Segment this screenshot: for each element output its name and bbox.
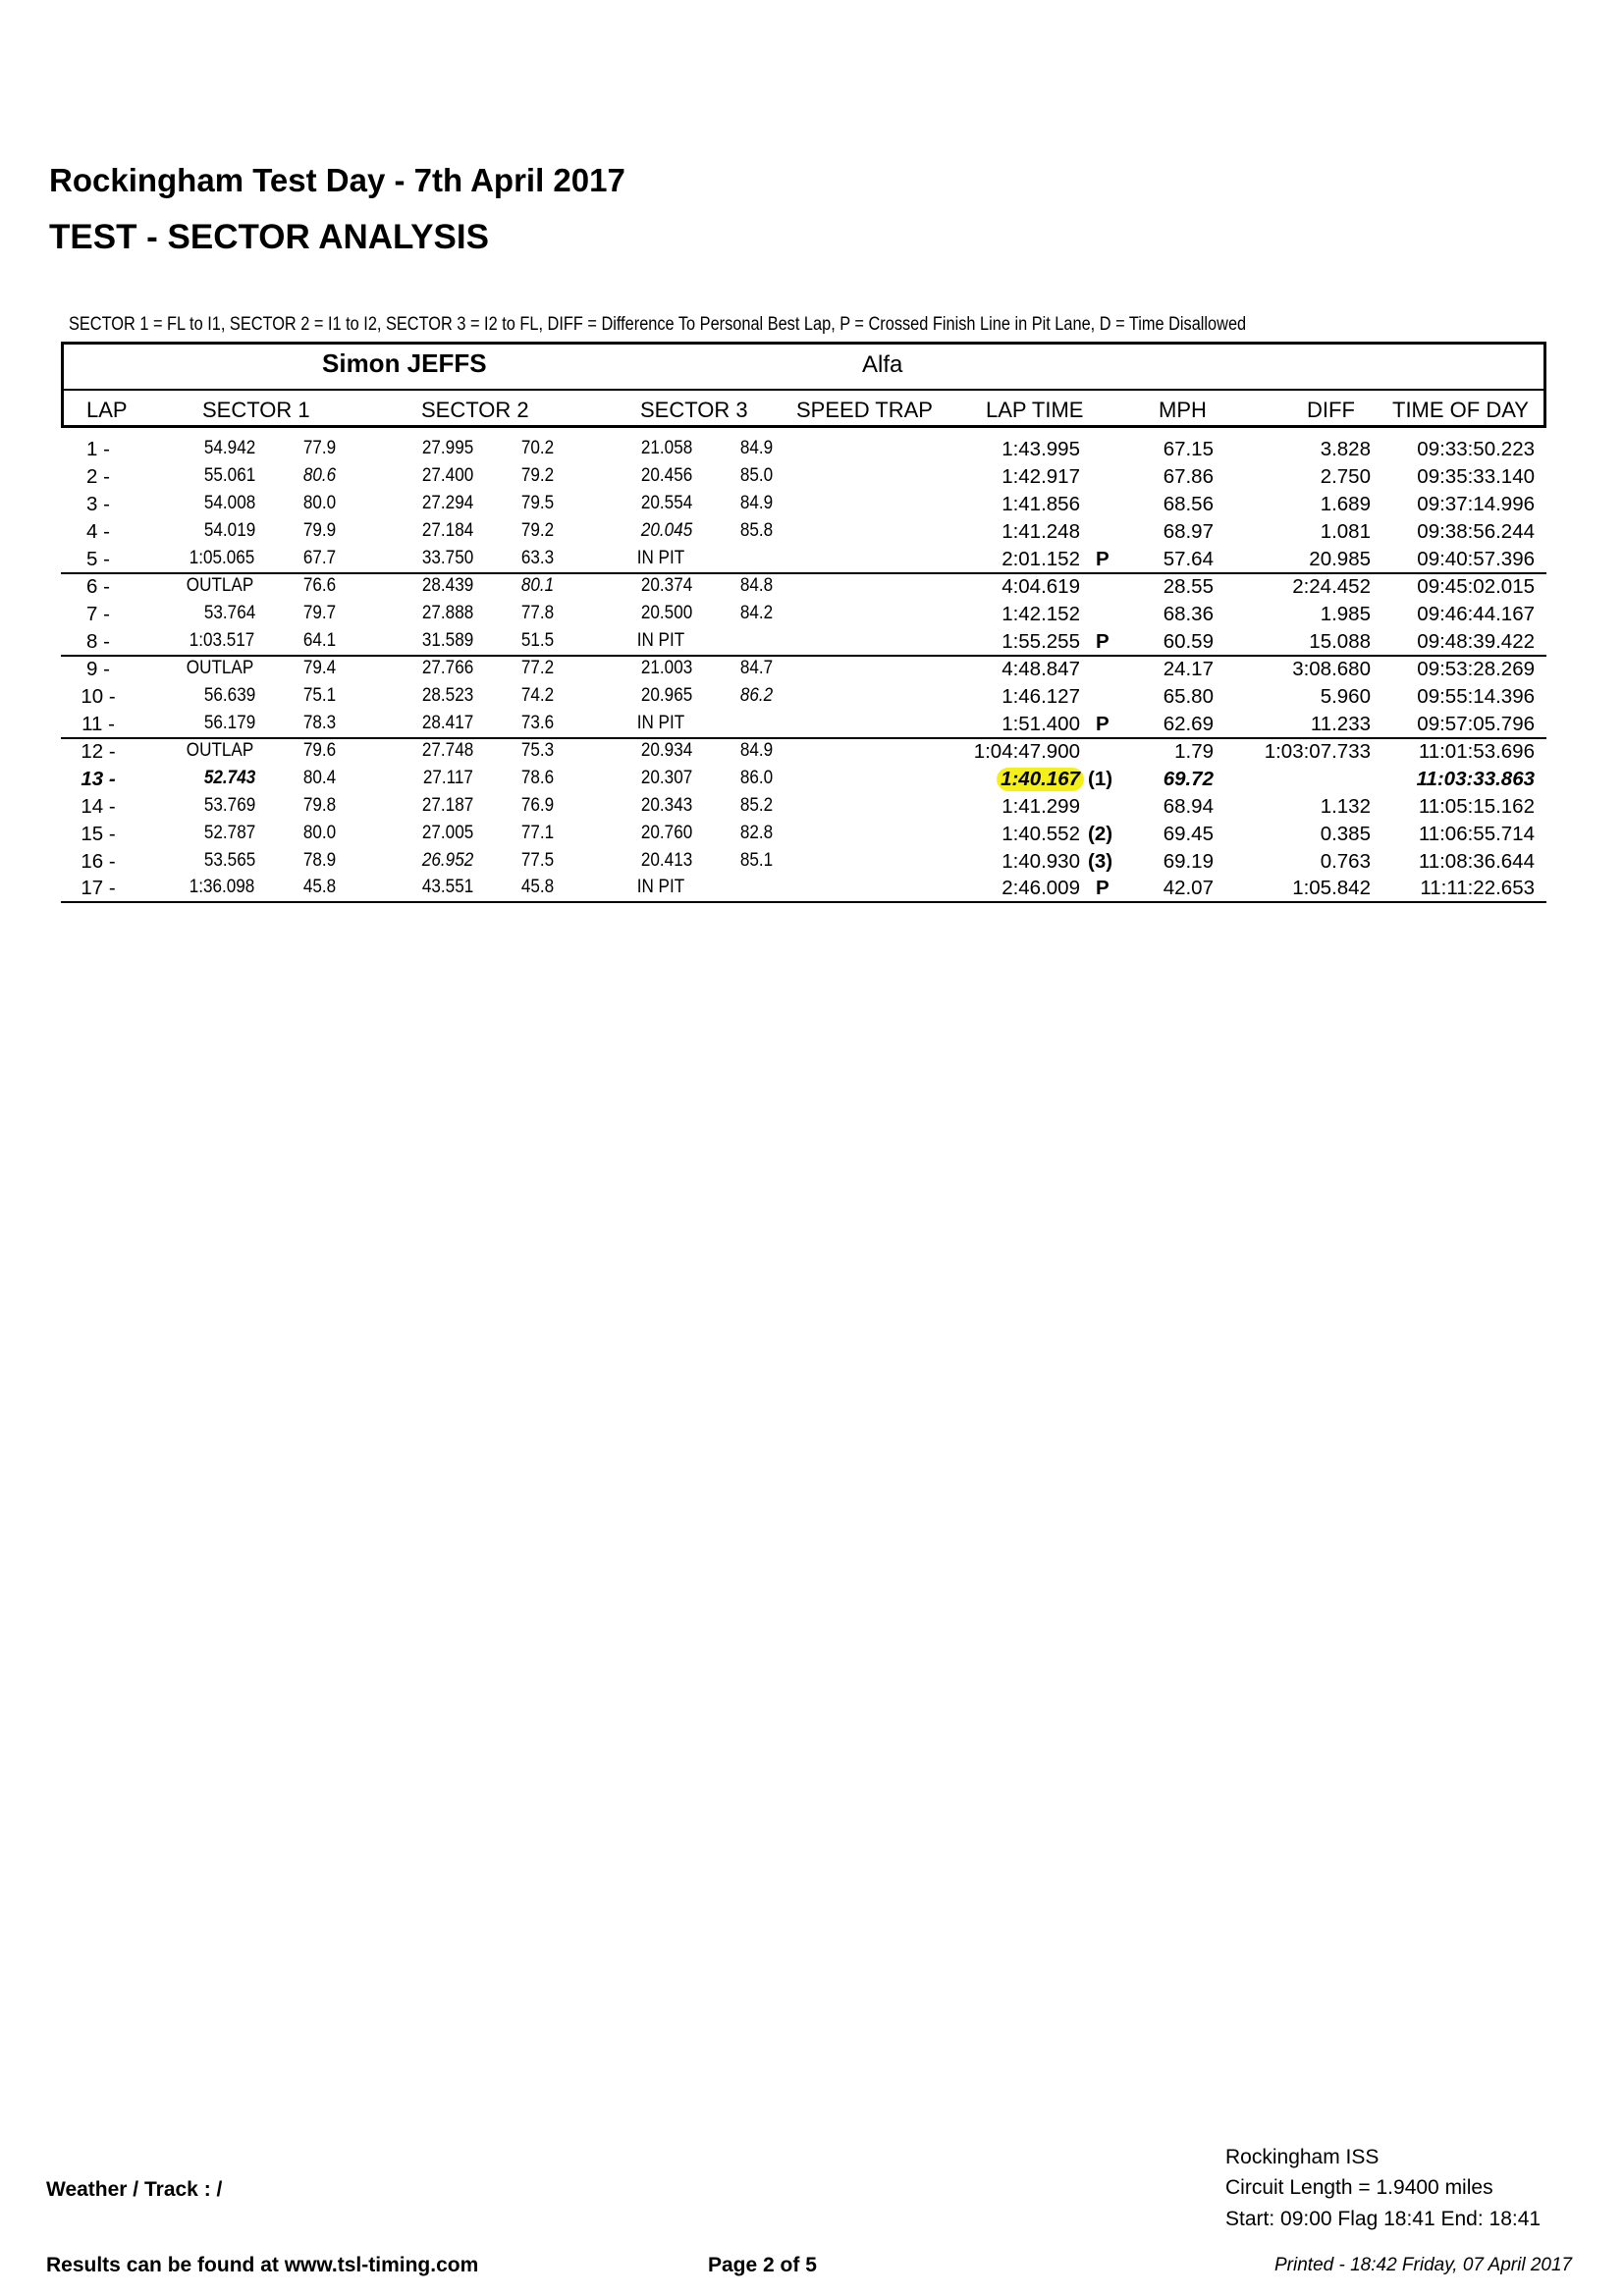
sector3-speed: 85.1 xyxy=(739,850,774,871)
time-of-day: 09:46:44.167 xyxy=(1417,603,1535,625)
sector3-speed: 86.2 xyxy=(739,685,774,706)
lap-diff: 1.689 xyxy=(1320,493,1371,515)
page-number: Page 2 of 5 xyxy=(708,2254,817,2276)
sector3-time: 20.307 xyxy=(640,768,693,788)
table-row xyxy=(0,465,1624,493)
sector1-speed: 77.9 xyxy=(302,438,337,458)
lap-mph: 24.17 xyxy=(1163,658,1214,680)
table-row xyxy=(0,740,1624,768)
sector3-time: 20.374 xyxy=(640,575,693,596)
lap-time: 2:01.152 xyxy=(1001,548,1080,570)
sector1-time: 53.565 xyxy=(203,850,256,871)
sector3-time: 20.413 xyxy=(640,850,693,871)
sector2-speed: 45.8 xyxy=(520,877,555,897)
lap-number: 12 - xyxy=(81,740,116,763)
lap-flag: P xyxy=(1096,630,1110,653)
sector2-speed: 77.1 xyxy=(520,823,555,843)
sector2-speed: 79.2 xyxy=(520,520,555,541)
car-name: Alfa xyxy=(862,351,903,378)
sector2-speed: 77.5 xyxy=(520,850,555,871)
driver-name: Simon JEFFS xyxy=(322,348,487,378)
sector1-time: OUTLAP xyxy=(186,575,254,596)
sector3-time: IN PIT xyxy=(636,877,685,897)
time-of-day: 11:08:36.644 xyxy=(1418,850,1535,873)
table-row xyxy=(0,658,1624,685)
col-header-diff: DIFF xyxy=(1307,398,1355,422)
lap-diff: 1:03:07.733 xyxy=(1264,740,1371,763)
sector2-time: 27.766 xyxy=(421,658,474,678)
sector1-speed: 78.3 xyxy=(302,713,337,733)
table-row xyxy=(0,548,1624,575)
lap-time: 1:51.400 xyxy=(1001,713,1080,735)
time-of-day: 11:01:53.696 xyxy=(1418,740,1535,763)
sector3-time: 20.760 xyxy=(640,823,693,843)
sector1-speed: 78.9 xyxy=(302,850,337,871)
sector1-time: 1:05.065 xyxy=(189,548,255,568)
table-row xyxy=(0,438,1624,465)
lap-time: 1:41.248 xyxy=(1001,520,1080,543)
results-url: Results can be found at www.tsl-timing.com xyxy=(46,2254,479,2276)
table-row xyxy=(0,520,1624,548)
time-of-day: 09:48:39.422 xyxy=(1417,630,1535,653)
sector2-time: 28.417 xyxy=(421,713,474,733)
sector1-time: OUTLAP xyxy=(186,658,254,678)
lap-diff: 0.385 xyxy=(1320,823,1371,845)
lap-mph: 28.55 xyxy=(1163,575,1214,598)
sector2-time: 27.888 xyxy=(421,603,474,623)
sector2-speed: 76.9 xyxy=(520,795,555,816)
lap-number: 2 - xyxy=(86,465,110,488)
col-header-mph: MPH xyxy=(1159,398,1207,422)
lap-time: 1:04:47.900 xyxy=(973,740,1080,763)
sector3-speed: 85.0 xyxy=(739,465,774,486)
lap-number: 9 - xyxy=(86,658,110,680)
sector3-time: 20.045 xyxy=(640,520,693,541)
sector1-speed: 67.7 xyxy=(302,548,337,568)
col-header-lap-time: LAP TIME xyxy=(986,398,1084,422)
sector3-speed: 86.0 xyxy=(739,768,774,788)
circuit-name: Rockingham ISS xyxy=(1225,2146,1380,2168)
lap-mph: 60.59 xyxy=(1163,630,1214,653)
lap-mph: 69.45 xyxy=(1163,823,1214,845)
sector1-speed: 80.0 xyxy=(302,823,337,843)
printed-timestamp: Printed - 18:42 Friday, 07 April 2017 xyxy=(1274,2255,1573,2275)
lap-mph: 68.94 xyxy=(1163,795,1214,818)
sector1-speed: 76.6 xyxy=(302,575,337,596)
time-of-day: 09:53:28.269 xyxy=(1417,658,1535,680)
time-of-day: 09:40:57.396 xyxy=(1417,548,1535,570)
table-row xyxy=(0,630,1624,658)
lap-diff: 1:05.842 xyxy=(1292,877,1371,899)
table-row xyxy=(0,575,1624,603)
lap-diff: 1.132 xyxy=(1320,795,1371,818)
col-header-lap: LAP xyxy=(86,398,128,422)
lap-mph: 57.64 xyxy=(1163,548,1214,570)
sector3-time: 20.343 xyxy=(640,795,693,816)
lap-number: 14 - xyxy=(81,795,116,818)
lap-number: 17 - xyxy=(81,877,116,899)
lap-flag: P xyxy=(1096,713,1110,735)
col-header-sector2: SECTOR 2 xyxy=(421,398,529,422)
sector1-time: 53.769 xyxy=(203,795,256,816)
lap-time: 4:04.619 xyxy=(1001,575,1080,598)
sector1-time: 52.743 xyxy=(203,768,256,788)
lap-time: 1:41.299 xyxy=(1001,795,1080,818)
sector2-time: 27.400 xyxy=(421,465,474,486)
sector3-speed: 84.9 xyxy=(739,438,774,458)
lap-time: 1:41.856 xyxy=(1001,493,1080,515)
sector1-time: 54.942 xyxy=(203,438,256,458)
sector1-speed: 80.0 xyxy=(302,493,337,513)
lap-time: 1:55.255 xyxy=(1001,630,1080,653)
sector2-speed: 51.5 xyxy=(520,630,555,651)
lap-time: 1:40.930 xyxy=(1001,850,1080,873)
time-of-day: 09:38:56.244 xyxy=(1417,520,1535,543)
lap-mph: 69.19 xyxy=(1163,850,1214,873)
lap-mph: 65.80 xyxy=(1163,685,1214,708)
session-title: TEST - SECTOR ANALYSIS xyxy=(49,218,489,256)
lap-diff: 15.088 xyxy=(1309,630,1371,653)
lap-flag: (1) xyxy=(1088,768,1113,790)
time-of-day: 11:06:55.714 xyxy=(1418,823,1535,845)
lap-flag: (3) xyxy=(1088,850,1113,873)
sector2-speed: 79.5 xyxy=(520,493,555,513)
sector3-speed: 85.2 xyxy=(739,795,774,816)
lap-mph: 67.15 xyxy=(1163,438,1214,460)
sector1-time: 53.764 xyxy=(203,603,256,623)
sector2-time: 31.589 xyxy=(421,630,474,651)
lap-number: 5 - xyxy=(86,548,110,570)
lap-time: 4:48.847 xyxy=(1001,658,1080,680)
lap-number: 3 - xyxy=(86,493,110,515)
col-header-sector3: SECTOR 3 xyxy=(640,398,748,422)
sector1-time: 54.019 xyxy=(203,520,256,541)
sector1-speed: 79.7 xyxy=(302,603,337,623)
lap-mph: 67.86 xyxy=(1163,465,1214,488)
lap-time: 1:46.127 xyxy=(1001,685,1080,708)
sector1-speed: 75.1 xyxy=(302,685,337,706)
lap-flag: P xyxy=(1096,877,1110,899)
sector2-time: 43.551 xyxy=(421,877,474,897)
sector1-speed: 64.1 xyxy=(302,630,337,651)
sector2-time: 27.294 xyxy=(421,493,474,513)
sector3-speed: 84.9 xyxy=(739,493,774,513)
sector3-time: IN PIT xyxy=(636,713,685,733)
lap-diff: 0.763 xyxy=(1320,850,1371,873)
time-of-day: 09:45:02.015 xyxy=(1417,575,1535,598)
sector2-time: 28.523 xyxy=(421,685,474,706)
sector3-time: 21.003 xyxy=(640,658,693,678)
sector2-time: 27.995 xyxy=(421,438,474,458)
lap-number: 1 - xyxy=(86,438,110,460)
session-times: Start: 09:00 Flag 18:41 End: 18:41 xyxy=(1225,2208,1542,2230)
lap-mph: 1.79 xyxy=(1174,740,1214,763)
lap-number: 11 - xyxy=(81,713,115,735)
lap-number: 7 - xyxy=(86,603,110,625)
time-of-day: 09:55:14.396 xyxy=(1417,685,1535,708)
lap-diff: 1.985 xyxy=(1320,603,1371,625)
table-row xyxy=(0,877,1624,904)
time-of-day: 11:05:15.162 xyxy=(1418,795,1535,818)
lap-diff: 2.750 xyxy=(1320,465,1371,488)
lap-number: 16 - xyxy=(81,850,116,873)
sector1-time: 55.061 xyxy=(203,465,256,486)
sector2-speed: 79.2 xyxy=(520,465,555,486)
table-row xyxy=(0,493,1624,520)
table-row xyxy=(0,768,1624,795)
table-row xyxy=(0,850,1624,878)
sector3-time: 20.500 xyxy=(640,603,693,623)
sector1-time: OUTLAP xyxy=(186,740,254,761)
lap-diff: 11.233 xyxy=(1310,713,1371,735)
sector3-time: 21.058 xyxy=(640,438,693,458)
sector3-speed: 84.7 xyxy=(739,658,774,678)
lap-time: 1:42.152 xyxy=(1001,603,1080,625)
time-of-day: 09:37:14.996 xyxy=(1417,493,1535,515)
sector1-speed: 79.9 xyxy=(302,520,337,541)
sector1-time: 52.787 xyxy=(203,823,256,843)
sector1-time: 56.179 xyxy=(203,713,256,733)
sector1-time: 56.639 xyxy=(203,685,256,706)
lap-time: 2:46.009 xyxy=(1001,877,1080,899)
sector2-speed: 73.6 xyxy=(520,713,555,733)
sector3-speed: 85.8 xyxy=(739,520,774,541)
sector2-time: 27.187 xyxy=(421,795,474,816)
sector2-speed: 74.2 xyxy=(520,685,555,706)
sector2-speed: 63.3 xyxy=(520,548,555,568)
col-header-time-of-day: TIME OF DAY xyxy=(1392,398,1529,422)
weather-track: Weather / Track : / xyxy=(46,2178,223,2201)
sector3-time: 20.456 xyxy=(640,465,693,486)
sector2-speed: 78.6 xyxy=(520,768,555,788)
time-of-day: 09:33:50.223 xyxy=(1417,438,1535,460)
lap-diff: 1.081 xyxy=(1320,520,1371,543)
lap-time: 1:40.552 xyxy=(1001,823,1080,845)
lap-flag: (2) xyxy=(1088,823,1113,845)
lap-diff: 2:24.452 xyxy=(1292,575,1371,598)
sector3-time: IN PIT xyxy=(636,630,685,651)
col-header-sector1: SECTOR 1 xyxy=(202,398,310,422)
sector2-speed: 80.1 xyxy=(520,575,555,596)
lap-diff: 3.828 xyxy=(1320,438,1371,460)
sector2-time: 33.750 xyxy=(421,548,474,568)
lap-diff: 3:08.680 xyxy=(1292,658,1371,680)
sector2-speed: 75.3 xyxy=(520,740,555,761)
sector3-speed: 84.2 xyxy=(739,603,774,623)
sector2-speed: 77.2 xyxy=(520,658,555,678)
sector3-speed: 84.9 xyxy=(739,740,774,761)
lap-number: 4 - xyxy=(86,520,110,543)
sector1-speed: 80.6 xyxy=(302,465,337,486)
lap-time: 1:40.167 xyxy=(997,768,1084,791)
lap-mph: 69.72 xyxy=(1163,768,1214,790)
lap-number: 10 - xyxy=(81,685,116,708)
lap-mph: 42.07 xyxy=(1163,877,1214,899)
sector1-speed: 45.8 xyxy=(302,877,337,897)
sector1-time: 1:36.098 xyxy=(189,877,255,897)
sector3-time: IN PIT xyxy=(636,548,685,568)
sector3-speed: 82.8 xyxy=(739,823,774,843)
lap-mph: 68.56 xyxy=(1163,493,1214,515)
sector1-speed: 79.6 xyxy=(302,740,337,761)
table-row xyxy=(0,823,1624,850)
sector2-time: 27.748 xyxy=(421,740,474,761)
table-row xyxy=(0,685,1624,713)
lap-diff: 20.985 xyxy=(1309,548,1371,570)
event-title: Rockingham Test Day - 7th April 2017 xyxy=(49,162,625,198)
time-of-day: 09:57:05.796 xyxy=(1417,713,1535,735)
table-row xyxy=(0,795,1624,823)
sector1-speed: 79.8 xyxy=(302,795,337,816)
legend-text: SECTOR 1 = FL to I1, SECTOR 2 = I1 to I2, SECTOR 3 = I2 to FL, DIFF = Difference To Personal Best Lap, P = Crossed Finish Line in Pit Lane, D = Time Disallowed xyxy=(69,314,1247,335)
sector1-time: 54.008 xyxy=(203,493,256,513)
lap-diff: 5.960 xyxy=(1320,685,1371,708)
lap-flag: P xyxy=(1096,548,1110,570)
sector2-time: 27.184 xyxy=(421,520,474,541)
time-of-day: 11:11:22.653 xyxy=(1420,877,1535,899)
sector3-time: 20.965 xyxy=(640,685,693,706)
sector2-time: 27.005 xyxy=(421,823,474,843)
sector2-time: 28.439 xyxy=(421,575,474,596)
sector3-speed: 84.8 xyxy=(739,575,774,596)
lap-number: 15 - xyxy=(81,823,116,845)
lap-mph: 68.97 xyxy=(1163,520,1214,543)
lap-number: 6 - xyxy=(86,575,110,598)
lap-time: 1:42.917 xyxy=(1001,465,1080,488)
lap-mph: 62.69 xyxy=(1163,713,1214,735)
lap-time: 1:43.995 xyxy=(1001,438,1080,460)
sector1-speed: 80.4 xyxy=(302,768,337,788)
col-header-speed-trap: SPEED TRAP xyxy=(796,398,933,422)
lap-number: 13 - xyxy=(81,768,116,790)
sector2-time: 27.117 xyxy=(423,768,474,788)
lap-mph: 68.36 xyxy=(1163,603,1214,625)
sector1-speed: 79.4 xyxy=(302,658,337,678)
lap-number: 8 - xyxy=(86,630,110,653)
circuit-length: Circuit Length = 1.9400 miles xyxy=(1225,2176,1493,2199)
sector1-time: 1:03.517 xyxy=(189,630,255,651)
sector3-time: 20.554 xyxy=(640,493,693,513)
table-row xyxy=(0,713,1624,740)
sector3-time: 20.934 xyxy=(640,740,693,761)
sector2-speed: 77.8 xyxy=(520,603,555,623)
time-of-day: 11:03:33.863 xyxy=(1416,768,1535,790)
sector2-speed: 70.2 xyxy=(520,438,555,458)
table-row xyxy=(0,603,1624,630)
sector2-time: 26.952 xyxy=(421,850,474,871)
time-of-day: 09:35:33.140 xyxy=(1417,465,1535,488)
